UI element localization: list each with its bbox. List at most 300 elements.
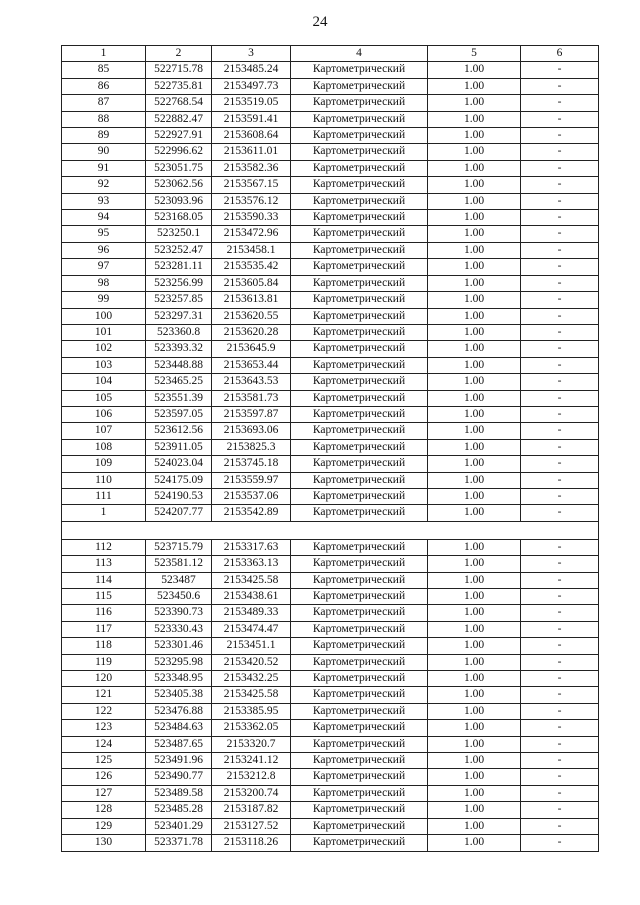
table-cell: 524023.04	[146, 456, 212, 472]
table-cell: -	[521, 703, 599, 719]
table-cell: 523551.39	[146, 390, 212, 406]
table-cell: 1.00	[428, 210, 521, 226]
table-cell: -	[521, 556, 599, 572]
table-cell: -	[521, 341, 599, 357]
table-cell: -	[521, 589, 599, 605]
table-cell: Картометрический	[291, 275, 428, 291]
table-cell: Картометрический	[291, 193, 428, 209]
table-cell: -	[521, 324, 599, 340]
table-cell: 523401.29	[146, 818, 212, 834]
table-row	[62, 439, 599, 455]
table-cell: -	[521, 572, 599, 588]
table-cell: Картометрический	[291, 605, 428, 621]
table-cell: 1.00	[428, 275, 521, 291]
table-cell: -	[521, 128, 599, 144]
table-cell: 2153582.36	[212, 160, 291, 176]
table-cell: 2153591.41	[212, 111, 291, 127]
table-cell: 523490.77	[146, 769, 212, 785]
table-row	[62, 835, 599, 851]
table-cell: -	[521, 144, 599, 160]
table-cell: 524190.53	[146, 488, 212, 504]
table-cell: Картометрический	[291, 539, 428, 555]
table-cell: -	[521, 835, 599, 851]
table-cell: Картометрический	[291, 720, 428, 736]
table-cell: Картометрический	[291, 128, 428, 144]
table-cell: Картометрический	[291, 736, 428, 752]
table-cell: 523348.95	[146, 671, 212, 687]
table-cell: -	[521, 62, 599, 78]
table-cell: Картометрический	[291, 572, 428, 588]
table-cell: 123	[62, 720, 146, 736]
table-cell: -	[521, 292, 599, 308]
table-row	[62, 472, 599, 488]
table-row	[62, 671, 599, 687]
table-cell: -	[521, 160, 599, 176]
table-row	[62, 78, 599, 94]
table-cell: 2153425.58	[212, 572, 291, 588]
table-cell: 2153693.06	[212, 423, 291, 439]
table-cell: 1.00	[428, 128, 521, 144]
table-cell: 1.00	[428, 144, 521, 160]
table-cell: 2153362.05	[212, 720, 291, 736]
table-cell: 1.00	[428, 488, 521, 504]
table-cell: Картометрический	[291, 259, 428, 275]
table-cell: 2153567.15	[212, 177, 291, 193]
table-cell: 94	[62, 210, 146, 226]
table-cell: 117	[62, 621, 146, 637]
table-cell: 101	[62, 324, 146, 340]
table-cell: 2153472.96	[212, 226, 291, 242]
table-cell: 2153745.18	[212, 456, 291, 472]
table-cell: 1.00	[428, 177, 521, 193]
table-cell: -	[521, 621, 599, 637]
table-cell: Картометрический	[291, 95, 428, 111]
table-cell: 1.00	[428, 671, 521, 687]
table-cell: 1.00	[428, 226, 521, 242]
table-cell: 107	[62, 423, 146, 439]
table-cell: 109	[62, 456, 146, 472]
table-cell: -	[521, 193, 599, 209]
table-row	[62, 605, 599, 621]
table-cell: 2153519.05	[212, 95, 291, 111]
table-row	[62, 703, 599, 719]
table-cell: 1.00	[428, 292, 521, 308]
table-cell: 2153385.95	[212, 703, 291, 719]
table-row	[62, 341, 599, 357]
table-cell: 110	[62, 472, 146, 488]
table-cell: 1.00	[428, 654, 521, 670]
table-cell: 2153581.73	[212, 390, 291, 406]
table-cell: -	[521, 78, 599, 94]
table-row	[62, 292, 599, 308]
table-cell: 124	[62, 736, 146, 752]
table-cell: -	[521, 488, 599, 504]
table-cell: Картометрический	[291, 177, 428, 193]
table-cell: 523256.99	[146, 275, 212, 291]
table-row	[62, 456, 599, 472]
table-cell: -	[521, 259, 599, 275]
table-row	[62, 406, 599, 422]
table-cell: 92	[62, 177, 146, 193]
table-cell: 522996.62	[146, 144, 212, 160]
table-row	[62, 308, 599, 324]
table-cell: 522715.78	[146, 62, 212, 78]
table-cell: 111	[62, 488, 146, 504]
section-separator-row	[62, 521, 599, 539]
coordinates-table	[61, 45, 599, 852]
table-cell: 1.00	[428, 62, 521, 78]
table-cell: Картометрический	[291, 638, 428, 654]
table-cell: 1.00	[428, 818, 521, 834]
table-row	[62, 144, 599, 160]
table-cell: Картометрический	[291, 308, 428, 324]
table-cell: 523465.25	[146, 374, 212, 390]
table-cell: 2153542.89	[212, 505, 291, 521]
table-cell: 2153212.8	[212, 769, 291, 785]
table-cell: -	[521, 423, 599, 439]
table-cell: 523487	[146, 572, 212, 588]
table-cell: 2153576.12	[212, 193, 291, 209]
table-cell: 1.00	[428, 703, 521, 719]
table-cell: 1.00	[428, 472, 521, 488]
table-cell: 522768.54	[146, 95, 212, 111]
column-header: 4	[291, 46, 428, 62]
table-cell: 523612.56	[146, 423, 212, 439]
table-cell: 102	[62, 341, 146, 357]
table-cell: -	[521, 605, 599, 621]
table-cell: 1.00	[428, 78, 521, 94]
table-cell: 108	[62, 439, 146, 455]
column-header: 5	[428, 46, 521, 62]
table-cell: Картометрический	[291, 505, 428, 521]
table-row	[62, 539, 599, 555]
table-cell: 2153241.12	[212, 753, 291, 769]
table-cell: Картометрический	[291, 390, 428, 406]
table-cell: -	[521, 638, 599, 654]
table-cell: 105	[62, 390, 146, 406]
table-cell: 2153613.81	[212, 292, 291, 308]
table-cell: 115	[62, 589, 146, 605]
table-cell: 2153620.55	[212, 308, 291, 324]
table-cell: 1.00	[428, 785, 521, 801]
table-cell: 103	[62, 357, 146, 373]
table-cell: Картометрический	[291, 292, 428, 308]
table-cell: 2153485.24	[212, 62, 291, 78]
table-cell: 1.00	[428, 753, 521, 769]
table-cell: -	[521, 802, 599, 818]
table-cell: -	[521, 671, 599, 687]
table-cell: Картометрический	[291, 439, 428, 455]
table-cell: -	[521, 439, 599, 455]
table-cell: 99	[62, 292, 146, 308]
table-cell: 1.00	[428, 308, 521, 324]
table-cell: 1.00	[428, 539, 521, 555]
table-row	[62, 505, 599, 521]
table-cell: 2153200.74	[212, 785, 291, 801]
table-cell: Картометрический	[291, 589, 428, 605]
table-cell: 1.00	[428, 324, 521, 340]
table-cell: 523257.85	[146, 292, 212, 308]
table-row	[62, 572, 599, 588]
table-cell: 1.00	[428, 605, 521, 621]
table-cell: 98	[62, 275, 146, 291]
table-cell: -	[521, 308, 599, 324]
table-cell: 2153489.33	[212, 605, 291, 621]
table-row	[62, 177, 599, 193]
table-cell: -	[521, 226, 599, 242]
column-header: 6	[521, 46, 599, 62]
table-cell: -	[521, 472, 599, 488]
table-cell: 116	[62, 605, 146, 621]
table-cell: 523093.96	[146, 193, 212, 209]
table-cell: -	[521, 818, 599, 834]
table-cell: Картометрический	[291, 242, 428, 258]
table-cell: 523168.05	[146, 210, 212, 226]
table-cell: -	[521, 374, 599, 390]
table-row	[62, 374, 599, 390]
table-cell: 523330.43	[146, 621, 212, 637]
page-number: 24	[312, 14, 328, 30]
table-cell: 523597.05	[146, 406, 212, 422]
table-cell: Картометрический	[291, 357, 428, 373]
table-cell: 1.00	[428, 835, 521, 851]
table-cell: Картометрический	[291, 78, 428, 94]
table-row	[62, 324, 599, 340]
table-cell: 1.00	[428, 802, 521, 818]
table-cell: 522882.47	[146, 111, 212, 127]
table-row	[62, 638, 599, 654]
table-row	[62, 242, 599, 258]
table-cell: -	[521, 390, 599, 406]
table-cell: 1.00	[428, 242, 521, 258]
table-cell: 1.00	[428, 769, 521, 785]
table-cell: Картометрический	[291, 472, 428, 488]
table-row	[62, 687, 599, 703]
table-cell: 2153559.97	[212, 472, 291, 488]
table-cell: 106	[62, 406, 146, 422]
table-cell: 104	[62, 374, 146, 390]
table-cell: 1.00	[428, 736, 521, 752]
table-row	[62, 259, 599, 275]
table-cell: 2153645.9	[212, 341, 291, 357]
table-cell: Картометрический	[291, 785, 428, 801]
table-row	[62, 736, 599, 752]
table-cell: Картометрический	[291, 818, 428, 834]
table-cell: 524175.09	[146, 472, 212, 488]
table-cell: 93	[62, 193, 146, 209]
table-cell: Картометрический	[291, 654, 428, 670]
table-cell: Картометрический	[291, 835, 428, 851]
table-row	[62, 226, 599, 242]
table-cell: 1.00	[428, 406, 521, 422]
table-cell: 2153187.82	[212, 802, 291, 818]
table-cell: Картометрический	[291, 488, 428, 504]
table-cell: 100	[62, 308, 146, 324]
table-row	[62, 210, 599, 226]
table-cell: Картометрический	[291, 802, 428, 818]
table-cell: 1.00	[428, 439, 521, 455]
table-row	[62, 769, 599, 785]
table-cell: 523390.73	[146, 605, 212, 621]
table-cell: 1.00	[428, 638, 521, 654]
table-cell: 523450.6	[146, 589, 212, 605]
table-cell: 96	[62, 242, 146, 258]
table-cell: 523448.88	[146, 357, 212, 373]
table-cell: 1.00	[428, 621, 521, 637]
table-cell: Картометрический	[291, 456, 428, 472]
table-cell: 120	[62, 671, 146, 687]
table-cell: -	[521, 242, 599, 258]
table-cell: Картометрический	[291, 341, 428, 357]
table-cell: 523393.32	[146, 341, 212, 357]
table-cell: 2153458.1	[212, 242, 291, 258]
table-cell: Картометрический	[291, 160, 428, 176]
table-cell: -	[521, 687, 599, 703]
table-cell: -	[521, 505, 599, 521]
table-cell: 95	[62, 226, 146, 242]
column-header: 1	[62, 46, 146, 62]
table-cell: 523489.58	[146, 785, 212, 801]
table-cell: 91	[62, 160, 146, 176]
table-cell: 2153451.1	[212, 638, 291, 654]
separator-cell	[62, 521, 599, 539]
table-cell: -	[521, 456, 599, 472]
table-cell: 523487.65	[146, 736, 212, 752]
table-cell: 112	[62, 539, 146, 555]
table-cell: 2153535.42	[212, 259, 291, 275]
table-cell: -	[521, 275, 599, 291]
table-cell: 1.00	[428, 572, 521, 588]
table-header-row	[62, 46, 599, 62]
table-cell: Картометрический	[291, 374, 428, 390]
table-cell: 1.00	[428, 456, 521, 472]
table-cell: Картометрический	[291, 226, 428, 242]
table-cell: 1.00	[428, 259, 521, 275]
table-row	[62, 802, 599, 818]
table-cell: 2153608.64	[212, 128, 291, 144]
table-cell: 2153438.61	[212, 589, 291, 605]
table-row	[62, 720, 599, 736]
table-cell: 523281.11	[146, 259, 212, 275]
table-cell: 86	[62, 78, 146, 94]
table-cell: Картометрический	[291, 324, 428, 340]
table-cell: 1.00	[428, 341, 521, 357]
table-row	[62, 62, 599, 78]
table-cell: 2153605.84	[212, 275, 291, 291]
table-row	[62, 654, 599, 670]
table-row	[62, 357, 599, 373]
table-cell: 523911.05	[146, 439, 212, 455]
table-row	[62, 95, 599, 111]
table-cell: 122	[62, 703, 146, 719]
table-cell: 522735.81	[146, 78, 212, 94]
table-cell: 126	[62, 769, 146, 785]
table-cell: -	[521, 736, 599, 752]
table-cell: 97	[62, 259, 146, 275]
table-cell: 2153320.7	[212, 736, 291, 752]
table-row	[62, 160, 599, 176]
table-cell: 1.00	[428, 423, 521, 439]
table-row	[62, 785, 599, 801]
table-row	[62, 753, 599, 769]
table-cell: 129	[62, 818, 146, 834]
table-cell: -	[521, 210, 599, 226]
table-cell: 2153590.33	[212, 210, 291, 226]
table-cell: 2153420.52	[212, 654, 291, 670]
table-cell: 523051.75	[146, 160, 212, 176]
table-cell: 1	[62, 505, 146, 521]
table-cell: Картометрический	[291, 406, 428, 422]
table-cell: 88	[62, 111, 146, 127]
table-cell: 1.00	[428, 357, 521, 373]
table-cell: 523250.1	[146, 226, 212, 242]
table-cell: Картометрический	[291, 144, 428, 160]
table-row	[62, 390, 599, 406]
table-cell: -	[521, 406, 599, 422]
table-cell: Картометрический	[291, 210, 428, 226]
table-cell: 2153643.53	[212, 374, 291, 390]
table-cell: 523062.56	[146, 177, 212, 193]
table-cell: -	[521, 654, 599, 670]
table-cell: 127	[62, 785, 146, 801]
table-cell: 523371.78	[146, 835, 212, 851]
table-cell: 2153474.47	[212, 621, 291, 637]
table-cell: Картометрический	[291, 769, 428, 785]
column-header: 3	[212, 46, 291, 62]
table-cell: 523252.47	[146, 242, 212, 258]
table-cell: 125	[62, 753, 146, 769]
table-cell: 113	[62, 556, 146, 572]
table-row	[62, 818, 599, 834]
table-cell: 85	[62, 62, 146, 78]
table-cell: 2153118.26	[212, 835, 291, 851]
table-cell: 523476.88	[146, 703, 212, 719]
table-cell: 2153597.87	[212, 406, 291, 422]
table-cell: 1.00	[428, 111, 521, 127]
table-row	[62, 589, 599, 605]
table-cell: 2153317.63	[212, 539, 291, 555]
table-cell: 1.00	[428, 589, 521, 605]
table-cell: -	[521, 720, 599, 736]
table-cell: 2153127.52	[212, 818, 291, 834]
table-cell: 523491.96	[146, 753, 212, 769]
table-cell: -	[521, 769, 599, 785]
table-cell: 128	[62, 802, 146, 818]
table-cell: 1.00	[428, 390, 521, 406]
table-cell: 89	[62, 128, 146, 144]
table-cell: 523581.12	[146, 556, 212, 572]
table-cell: 121	[62, 687, 146, 703]
table-cell: 118	[62, 638, 146, 654]
table-cell: -	[521, 753, 599, 769]
table-row	[62, 488, 599, 504]
table-cell: 114	[62, 572, 146, 588]
column-header: 2	[146, 46, 212, 62]
table-cell: 2153611.01	[212, 144, 291, 160]
table-row	[62, 128, 599, 144]
table-cell: Картометрический	[291, 703, 428, 719]
table-cell: 523485.28	[146, 802, 212, 818]
table-row	[62, 111, 599, 127]
table-cell: 523297.31	[146, 308, 212, 324]
table-cell: Картометрический	[291, 111, 428, 127]
table-cell: 2153497.73	[212, 78, 291, 94]
table-cell: 90	[62, 144, 146, 160]
table-cell: 523301.46	[146, 638, 212, 654]
table-cell: 523484.63	[146, 720, 212, 736]
table-cell: 1.00	[428, 374, 521, 390]
table-cell: -	[521, 177, 599, 193]
